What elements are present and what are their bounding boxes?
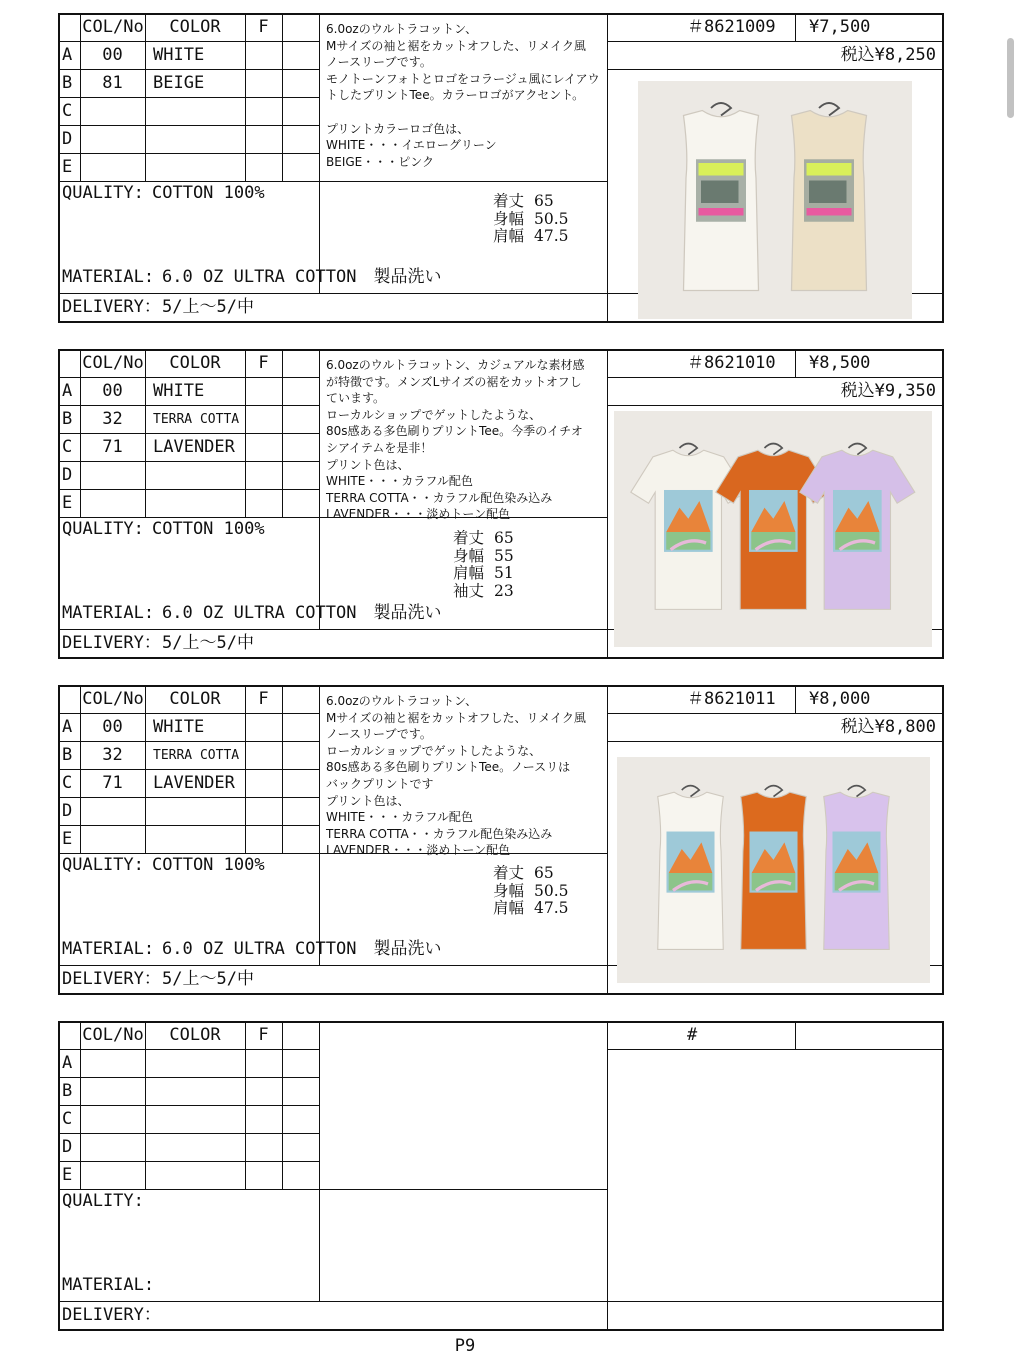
measurement-label: 着丈 — [453, 529, 485, 547]
quality-value: COTTON 100% — [152, 855, 265, 875]
product-photo — [614, 411, 932, 647]
product-description: 6.0ozのウルトラコットン、カジュアルな素材感 が特徴です。メンズLサイズの裾をカットオフし ています。 ローカルショップでゲットしたような、 80s感ある多色刷りプリントTee。今季のイチオ シアイテムを是非！ プリント色は、 WHITE・・・カラフル配色 TERRA COTTA・・カラフル配色染み込み LAVENDER・・・淡めトーン配色 — [326, 358, 585, 522]
color-header: COLOR — [169, 689, 221, 709]
quality-label: QUALITY: — [62, 519, 144, 539]
measurement-label: 着丈 — [493, 864, 525, 882]
grid-line — [80, 349, 81, 517]
measurements — [453, 530, 514, 600]
grid-line — [282, 1021, 283, 1189]
product-price-tax-included: 税込¥8,250 — [840, 45, 936, 65]
delivery-label: DELIVERY： — [62, 297, 161, 317]
col-no-header: COL/No — [82, 689, 144, 709]
product-price-tax-included: 税込¥8,800 — [840, 717, 936, 737]
size-header: F — [258, 689, 269, 709]
grid-line — [245, 13, 246, 181]
product-number: ＃8621011 — [687, 689, 776, 709]
grid-line — [58, 125, 319, 126]
product-block — [0, 685, 1024, 995]
product-number: ＃8621010 — [687, 353, 776, 373]
grid-line — [245, 685, 246, 853]
shirt-image — [791, 423, 924, 641]
measurement-value: 55 — [494, 546, 514, 565]
measurement-label: 肩幅 — [493, 899, 525, 917]
delivery-label: DELIVERY： — [62, 633, 161, 653]
grid-line — [58, 69, 319, 70]
measurement-label: 身幅 — [453, 546, 485, 565]
measurement-value: 23 — [494, 581, 514, 600]
shirt-image — [754, 93, 904, 313]
measurement-row — [453, 565, 514, 583]
scrollbar-thumb[interactable] — [1007, 38, 1014, 118]
product-block — [0, 349, 1024, 659]
color-row-letter: D — [62, 129, 73, 149]
color-header: COLOR — [169, 1025, 221, 1045]
color-row-letter: E — [62, 1165, 73, 1185]
color-row-letter: E — [62, 157, 73, 177]
grid-line — [795, 1021, 796, 1049]
delivery-value: 5/上～5/中 — [162, 969, 254, 989]
color-row-letter: C — [62, 101, 73, 121]
color-row-number: 71 — [102, 437, 123, 457]
color-row-letter: C — [62, 773, 73, 793]
shirt-graphic — [791, 423, 924, 641]
grid-line — [58, 1189, 607, 1190]
grid-line — [607, 1049, 944, 1050]
product-photo — [638, 81, 912, 319]
measurement-value: 50.5 — [534, 881, 569, 900]
grid-line — [58, 713, 319, 714]
measurement-label: 肩幅 — [493, 227, 525, 245]
measurement-row — [493, 883, 569, 901]
col-no-header: COL/No — [82, 353, 144, 373]
color-row-letter: E — [62, 829, 73, 849]
quality-label: QUALITY: — [62, 855, 144, 875]
grid-line — [58, 41, 319, 42]
grid-line — [58, 461, 319, 462]
grid-line — [58, 769, 319, 770]
grid-line — [795, 685, 796, 713]
grid-line — [319, 685, 320, 965]
material-label: MATERIAL: — [62, 1275, 155, 1295]
grid-line — [58, 433, 319, 434]
product-price-tax-included: 税込¥9,350 — [840, 381, 936, 401]
grid-line — [80, 685, 81, 853]
quality-label: QUALITY: — [62, 1191, 144, 1211]
grid-line — [58, 181, 607, 182]
measurement-value: 65 — [534, 864, 554, 882]
grid-line — [58, 405, 319, 406]
color-row-name: LAVENDER — [153, 437, 235, 457]
measurement-row — [493, 211, 569, 229]
grid-line — [245, 349, 246, 517]
color-row-letter: B — [62, 1081, 73, 1101]
quality-label: QUALITY: — [62, 183, 144, 203]
measurements — [493, 193, 569, 246]
color-row-number: 00 — [102, 381, 123, 401]
product-price: ¥8,500 — [809, 353, 871, 373]
grid-line — [58, 1301, 944, 1302]
color-row-number: 81 — [102, 73, 123, 93]
measurements — [493, 865, 569, 918]
grid-line — [607, 741, 944, 742]
grid-line — [145, 685, 146, 853]
product-description: 6.0ozのウルトラコットン、 Mサイズの袖と裾をカットオフした、リメイク風 ノースリーブです。 ローカルショップでゲットしたような、 80s感ある多色刷りプリントTee。ノースリは バックプリントです プリント色は、 WHITE・・・カラフル配色 TERRA COTTA・・カラフル配色染み込み LAVENDER・・・淡めトーン配色 — [326, 694, 586, 858]
grid-line — [607, 1021, 608, 1331]
grid-line — [58, 797, 319, 798]
grid-line — [145, 13, 146, 181]
material-label: MATERIAL: — [62, 603, 155, 623]
material-label: MATERIAL: — [62, 939, 155, 959]
measurement-row — [493, 193, 569, 211]
measurement-row — [453, 548, 514, 566]
measurement-label: 袖丈 — [453, 581, 485, 600]
color-row-letter: B — [62, 745, 73, 765]
grid-line — [607, 685, 608, 995]
measurement-value: 47.5 — [534, 227, 569, 245]
color-row-number: 32 — [102, 745, 123, 765]
grid-line — [58, 741, 319, 742]
delivery-label: DELIVERY： — [62, 1305, 161, 1325]
grid-line — [795, 13, 796, 41]
grid-line — [319, 1021, 320, 1301]
grid-line — [80, 13, 81, 181]
grid-line — [58, 97, 319, 98]
measurement-row — [493, 865, 569, 883]
color-row-letter: A — [62, 381, 73, 401]
color-row-name: WHITE — [153, 381, 205, 401]
grid-line — [607, 41, 944, 42]
quality-value: COTTON 100% — [152, 183, 265, 203]
grid-line — [80, 1021, 81, 1189]
col-no-header: COL/No — [82, 1025, 144, 1045]
grid-line — [795, 349, 796, 377]
grid-line — [282, 685, 283, 853]
grid-line — [58, 489, 319, 490]
color-header: COLOR — [169, 17, 221, 37]
measurement-value: 51 — [494, 564, 514, 582]
grid-line — [245, 1021, 246, 1189]
color-row-letter: D — [62, 465, 73, 485]
size-header: F — [258, 353, 269, 373]
delivery-value: 5/上～5/中 — [162, 633, 254, 653]
product-description: 6.0ozのウルトラコットン、 Mサイズの袖と裾をカットオフした、リメイク風 ノースリーブです。 モノトーンフォトとロゴをコラージュ風にレイアウ トしたプリントTee。カラーロゴがアクセント。 プリントカラーロゴ色は、 WHITE・・・イエローグリーン BEIGE・・・ピンク — [326, 22, 600, 169]
delivery-label: DELIVERY： — [62, 969, 161, 989]
material-value: 6.0 OZ ULTRA COTTON 製品洗い — [162, 939, 442, 959]
grid-line — [607, 405, 944, 406]
color-row-letter: D — [62, 1137, 73, 1157]
measurement-value: 65 — [534, 192, 554, 210]
product-price: ¥7,500 — [809, 17, 871, 37]
grid-line — [58, 825, 319, 826]
grid-line — [607, 13, 608, 323]
product-block — [0, 13, 1024, 323]
shirt-graphic — [754, 93, 904, 313]
color-row-name: BEIGE — [153, 73, 205, 93]
measurement-row — [493, 900, 569, 918]
color-row-name: WHITE — [153, 45, 205, 65]
size-header: F — [258, 1025, 269, 1045]
measurement-value: 50.5 — [534, 209, 569, 228]
page-number: P9 — [454, 1336, 476, 1356]
measurement-label: 身幅 — [493, 881, 525, 900]
grid-line — [607, 713, 944, 714]
grid-line — [607, 69, 944, 70]
grid-line — [282, 13, 283, 181]
product-frame — [58, 1021, 944, 1331]
quality-value: COTTON 100% — [152, 519, 265, 539]
grid-line — [58, 1077, 319, 1078]
grid-line — [607, 377, 944, 378]
product-block — [0, 1021, 1024, 1331]
measurement-label: 着丈 — [493, 192, 525, 210]
color-row-name: WHITE — [153, 717, 205, 737]
product-number: # — [687, 1025, 698, 1045]
grid-line — [319, 349, 320, 629]
grid-line — [282, 349, 283, 517]
grid-line — [58, 1105, 319, 1106]
grid-line — [145, 1021, 146, 1189]
product-number: ＃8621009 — [687, 17, 776, 37]
grid-line — [58, 1049, 319, 1050]
color-header: COLOR — [169, 353, 221, 373]
color-row-number: 00 — [102, 45, 123, 65]
color-row-number: 00 — [102, 717, 123, 737]
product-photo — [617, 757, 930, 983]
measurement-row — [453, 583, 514, 601]
grid-line — [58, 153, 319, 154]
material-value: 6.0 OZ ULTRA COTTON 製品洗い — [162, 267, 442, 287]
grid-line — [58, 1133, 319, 1134]
shirt-image — [791, 769, 922, 977]
measurement-value: 65 — [494, 529, 514, 547]
col-no-header: COL/No — [82, 17, 144, 37]
grid-line — [607, 349, 608, 659]
color-row-letter: A — [62, 45, 73, 65]
color-row-number: 71 — [102, 773, 123, 793]
grid-line — [145, 349, 146, 517]
measurement-row — [493, 228, 569, 246]
measurement-label: 肩幅 — [453, 564, 485, 582]
color-row-name: TERRA COTTA — [153, 748, 240, 763]
color-row-letter: D — [62, 801, 73, 821]
color-row-letter: C — [62, 437, 73, 457]
color-row-letter: E — [62, 493, 73, 513]
material-value: 6.0 OZ ULTRA COTTON 製品洗い — [162, 603, 442, 623]
color-row-name: LAVENDER — [153, 773, 235, 793]
grid-line — [319, 13, 320, 293]
measurement-label: 身幅 — [493, 209, 525, 228]
color-row-letter: C — [62, 1109, 73, 1129]
measurement-row — [453, 530, 514, 548]
color-row-letter: A — [62, 717, 73, 737]
grid-line — [58, 1161, 319, 1162]
product-price: ¥8,000 — [809, 689, 871, 709]
measurement-value: 47.5 — [534, 899, 569, 917]
color-row-number: 32 — [102, 409, 123, 429]
delivery-value: 5/上～5/中 — [162, 297, 254, 317]
size-header: F — [258, 17, 269, 37]
material-label: MATERIAL: — [62, 267, 155, 287]
color-row-letter: A — [62, 1053, 73, 1073]
shirt-graphic — [791, 769, 922, 977]
color-row-name: TERRA COTTA — [153, 412, 240, 427]
color-row-letter: B — [62, 409, 73, 429]
grid-line — [58, 377, 319, 378]
color-row-letter: B — [62, 73, 73, 93]
